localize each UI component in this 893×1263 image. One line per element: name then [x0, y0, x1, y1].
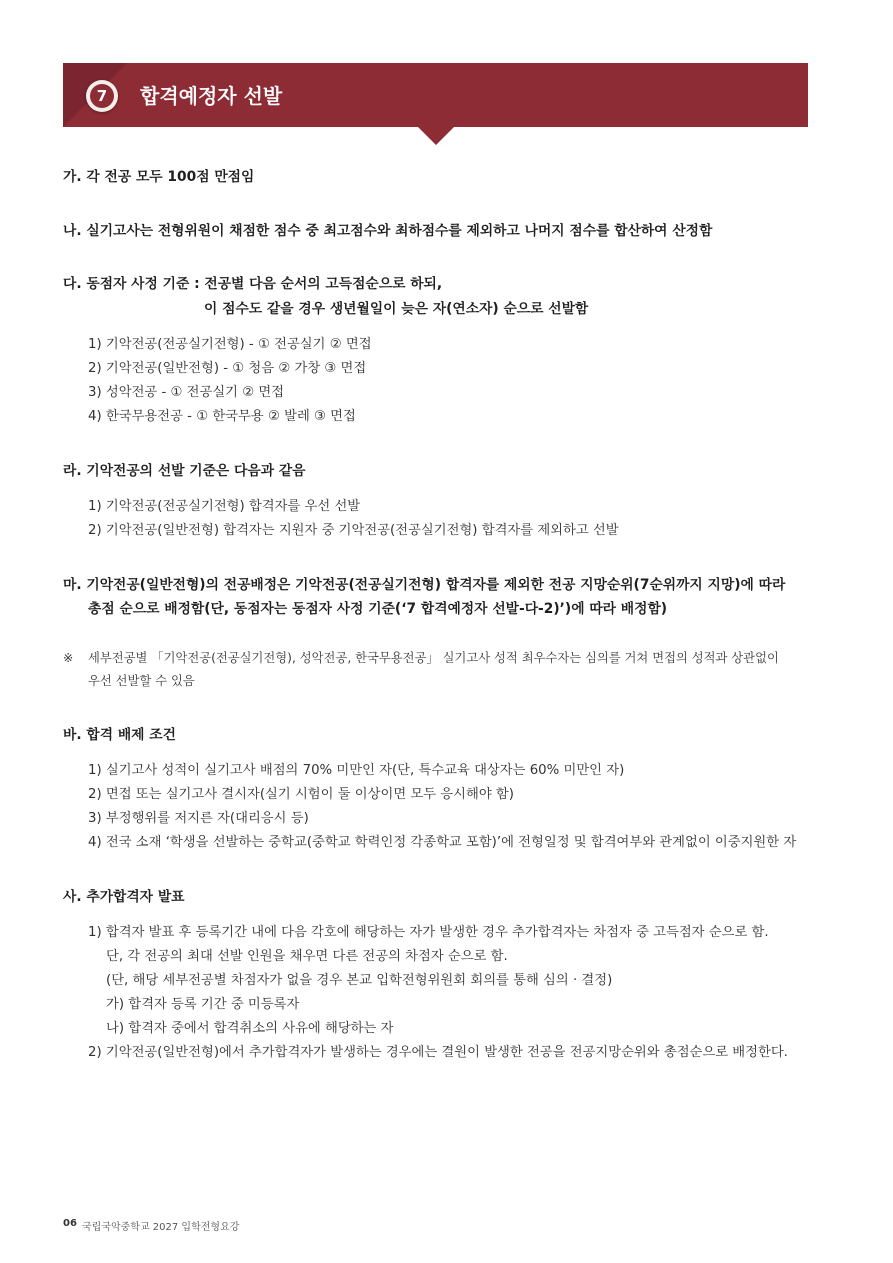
item-ga: 가. 각 전공 모두 100점 만점임 — [63, 169, 255, 185]
ba-list-item: 4) 전국 소재 ‘학생을 선발하는 중학교(중학교 학력인정 각종학교 포함)’에 전형일정 및 합격여부와 관계없이 이중지원한 자 — [88, 835, 797, 850]
item-ma-line2: 총점 순으로 배정함(단, 동점자는 동점자 사정 기준(‘7 합격예정자 선발-다-2)’)에 따라 배정함) — [88, 601, 668, 617]
sa-line: (단, 해당 세부전공별 차점자가 없을 경우 본교 입학전형위원회 회의를 통해 심의 · 결정) — [106, 973, 613, 988]
ra-list-item: 2) 기악전공(일반전형) 합격자는 지원자 중 기악전공(전공실기전형) 합격자를 제외하고 선발 — [88, 523, 619, 538]
sa-line: 가) 합격자 등록 기간 중 미등록자 — [106, 997, 300, 1012]
ra-list-item: 1) 기악전공(전공실기전형) 합격자를 우선 선발 — [88, 499, 361, 514]
page-number: 06 — [63, 1218, 77, 1229]
sa-line: 1) 합격자 발표 후 등록기간 내에 다음 각호에 해당하는 자가 발생한 경우 추가합격자는 차점자 중 고득점자 순으로 함. — [88, 925, 769, 940]
ba-list-item: 1) 실기고사 성적이 실기고사 배점의 70% 미만인 자(단, 특수교육 대상자는 60% 미만인 자) — [88, 763, 625, 778]
footer-text: 국립국악중학교 2027 입학전형요강 — [82, 1222, 240, 1233]
sa-line: 2) 기악전공(일반전형)에서 추가합격자가 발생하는 경우에는 결원이 발생한 전공을 전공지망순위와 총점순으로 배정한다. — [88, 1045, 788, 1060]
item-ma-line1: 마. 기악전공(일반전형)의 전공배정은 기악전공(전공실기전형) 합격자를 제외한 전공 지망순위(7순위까지 지망)에 따라 — [63, 577, 786, 593]
item-da-line2: 이 점수도 같을 경우 생년월일이 늦은 자(연소자) 순으로 선발함 — [204, 301, 589, 317]
section-number: 7 — [90, 84, 114, 108]
banner-notch — [418, 127, 454, 145]
item-ra: 라. 기악전공의 선발 기준은 다음과 같음 — [63, 463, 306, 479]
da-list-item: 3) 성악전공 - ① 전공실기 ② 면접 — [88, 385, 285, 400]
da-list-item: 1) 기악전공(전공실기전형) - ① 전공실기 ② 면접 — [88, 337, 372, 352]
da-list-item: 2) 기악전공(일반전형) - ① 청음 ② 가창 ③ 면접 — [88, 361, 367, 376]
note-line1: 세부전공별 「기악전공(전공실기전형), 성악전공, 한국무용전공」 실기고사 성적 최우수자는 심의를 거쳐 면접의 성적과 상관없이 — [88, 651, 779, 665]
sa-line: 단, 각 전공의 최대 선발 인원을 채우면 다른 전공의 차점자 순으로 함. — [106, 949, 508, 964]
item-sa: 사. 추가합격자 발표 — [63, 889, 185, 905]
ba-list-item: 3) 부정행위를 저지른 자(대리응시 등) — [88, 811, 309, 826]
da-list-item: 4) 한국무용전공 - ① 한국무용 ② 발레 ③ 면접 — [88, 409, 356, 424]
item-ba: 바. 합격 배제 조건 — [63, 727, 176, 743]
note-line2: 우선 선발할 수 있음 — [88, 674, 195, 688]
item-da-line1: 다. 동점자 사정 기준 : 전공별 다음 순서의 고득점순으로 하되, — [63, 276, 443, 292]
section-number-badge — [86, 80, 118, 112]
section-title: 합격예정자 선발 — [140, 84, 283, 108]
item-na: 나. 실기고사는 전형위원이 채점한 점수 중 최고점수와 최하점수를 제외하고 나머지 점수를 합산하여 산정함 — [63, 223, 713, 239]
ba-list-item: 2) 면접 또는 실기고사 결시자(실기 시험이 둘 이상이면 모두 응시해야 함) — [88, 787, 514, 802]
sa-line: 나) 합격자 중에서 합격취소의 사유에 해당하는 자 — [106, 1021, 394, 1036]
note-mark: ※ — [63, 651, 74, 665]
